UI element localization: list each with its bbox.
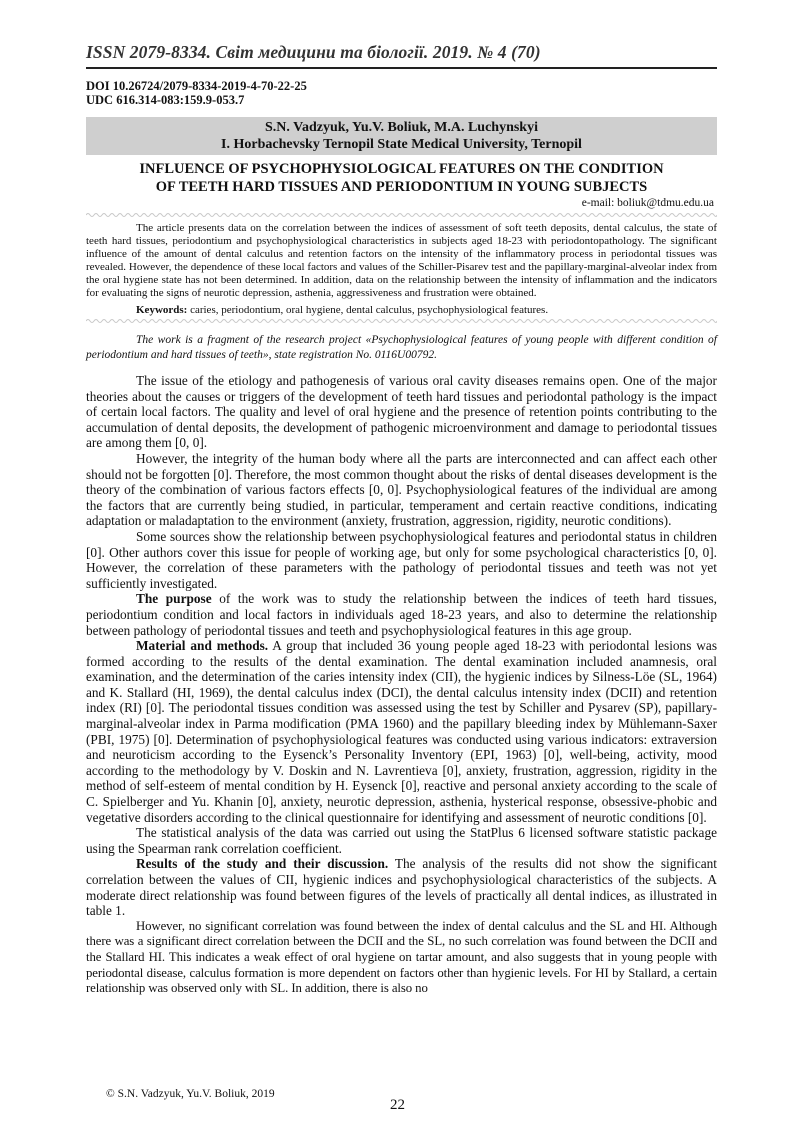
results-text: The analysis of the results did not show the significant correlation between the values of CII, hygienic indices and psychophysiological characteristics of the subjects. A moderate direct relationship was found between figures of the levels of practically all dental indices, as illustrated in table 1. xyxy=(86,856,718,919)
doi-line: DOI 10.26724/2079-8334-2019-4-70-22-25 xyxy=(86,79,307,93)
purpose-label: The purpose xyxy=(136,591,212,607)
keywords xyxy=(136,304,716,317)
paragraph-results xyxy=(86,856,717,918)
paragraph-intro: The issue of the etiology and pathogenesis of various oral cavity diseases remains open. One of the major theories about the causes or triggers of the development of teeth hard tissues and periodontal pathology is the impact of certain local factors. The quality and level of oral hygiene and the presence of retention points contributing to the accumulation of dental deposits, the development of pathogenic microenvironment and damage to periodontal tissues are among them [0, 0]. xyxy=(86,373,717,451)
paragraph-integrity: However, the integrity of the human body where all the parts are interconnected and can affect each other should not be forgotten [0]. Therefore, the most common thought about the risks of dental diseases development is the theory of the combination of various factors effects [0, 0]. Psychophysiological features of the individual are among the factors that are currently being studied, in particular, temperament and certain reactive conditions, indicating adaptation or maladaptation to the environment (anxiety, frustration, aggression, rigidity, neurotic conditions). xyxy=(86,450,717,529)
abstract-bottom-divider xyxy=(86,318,717,324)
paragraph-statistics: The statistical analysis of the data was carried out using the StatPlus 6 licensed software statistic package using the Spearman rank correlation coefficient. xyxy=(86,825,717,856)
methods-label: Material and methods. xyxy=(136,638,269,654)
author-names: S.N. Vadzyuk, Yu.V. Boliuk, M.A. Luchynskyi xyxy=(265,120,538,135)
keywords-list: caries, periodontium, oral hygiene, dental calculus, psychophysiological features. xyxy=(187,304,549,316)
paragraph-correlation: However, no significant correlation was found between the index of dental calculus and the SL and HI. Although there was a significant direct correlation between the DCII and the SL, no such correlation was found between the DCII and the Stallard HI. This indicates a weak effect of oral hygiene on tartar amount, and also suggests that in young people with periodontal disease, calculus formation is more dependent on factors other than hygienic levels. For HI by Stallard, a certain relationship was observed only with SL. In addition, there is also no xyxy=(86,918,717,996)
copyright-notice: © S.N. Vadzyuk, Yu.V. Boliuk, 2019 xyxy=(106,1088,275,1100)
udc-line: UDC 616.314-083:159.9-053.7 xyxy=(86,93,245,107)
results-label: Results of the study and their discussion. xyxy=(136,856,389,872)
title-line-2: OF TEETH HARD TISSUES AND PERIODONTIUM IN YOUNG SUBJECTS xyxy=(155,179,648,195)
journal-header: ISSN 2079-8334. Світ медицини та біології. 2019. № 4 (70) xyxy=(86,42,541,62)
purpose-text: of the work was to study the relationship between the indices of teeth hard tissues, periodontium condition and local factors in individuals aged 18-23 years, and also to determine the relationship between pathology of periodontal tissues and teeth and psychophysiological features in this age group. xyxy=(86,591,717,638)
article-body xyxy=(86,373,717,997)
project-note: The work is a fragment of the research project «Psychophysiological features of young people with different condition of periodontium and hard tissues of teeth», state registration No. 0116U00792. xyxy=(86,334,717,361)
article-title xyxy=(86,160,717,196)
abstract: The article presents data on the correlation between the indices of assessment of soft teeth deposits, dental calculus, the state of teeth hard tissues, periodontium and psychophysiological characteristics in subjects aged 18-23 with periodontopathology. The significant influence of the amount of dental calculus and retention factors on the intensity of the inflammatory process in periodontal tissues was revealed. However, the dependence of these local factors and values of the Schiller-Pisarev test and the papillary-marginal-alveolar index from the oral hygiene state has not been determined. In addition, data on the relationship between the intensity of inflammation and the indicators for evaluating the signs of neurotic depression, asthenia, aggressiveness and frustration were obtained. xyxy=(86,222,717,299)
author-affiliation: I. Horbachevsky Ternopil State Medical University, Ternopil xyxy=(221,137,582,152)
contact-email: e-mail: boliuk@tdmu.edu.ua xyxy=(581,197,714,209)
authors-block xyxy=(86,117,717,155)
page-number: 22 xyxy=(390,1097,405,1113)
methods-text: A group that included 36 young people aged 18-23 with periodontal lesions was formed according to the results of the dental examination. The dental examination included anamnesis, oral examination, and the determination of the caries intensity index (CII), the hygienic indices by Silness-Löe (SL, 1964) and K. Stallard (HI, 1969), the dental calculus index (DCI), the dental calculus intensity index (DCII) and retention index (RI) [0]. The periodontal tissues condition was assessed using the test by Schiller and Pysarev (SP), papillary-marginal-alveolar index in Parma modification (PMA 1960) and the papillary bleeding index by Mühlemann-Saxer (PBI, 1975) [0]. Determination of psychophysiological features was conducted using various indicators: extraversion and neuroticism according to the Eysenck’s Personality Inventory (EPI, 1963) [0], well-being, activity, mood according to the methodology by V. Doskin and N. Lavrentieva [0], anxiety, frustration, aggression, rigidity in the method of self-esteem of mental condition by H. Eysenck [0], reactive and personal anxiety according to the scale of C. Spielberger and Yu. Khanin [0], anxiety, neurotic depression, asthenia, hysterical response, obsessive-phobic and vegetative disorders according to the clinical questionnaire for identifying and assessment of neurotic conditions [0]. xyxy=(86,638,717,825)
paragraph-sources: Some sources show the relationship between psychophysiological features and periodontal status in children [0]. Other authors cover this issue for people of working age, but only for some psychological characteristics [0, 0]. However, the correlation of these parameters with the pathology of periodontal tissues and teeth was not yet sufficiently investigated. xyxy=(86,528,717,591)
keywords-label: Keywords: xyxy=(136,304,188,316)
paragraph-purpose xyxy=(86,591,717,638)
paragraph-methods xyxy=(86,638,717,825)
header-rule xyxy=(86,67,717,69)
abstract-top-divider xyxy=(86,212,717,218)
title-line-1: INFLUENCE OF PSYCHOPHYSIOLOGICAL FEATURES ON THE CONDITION xyxy=(139,161,664,177)
